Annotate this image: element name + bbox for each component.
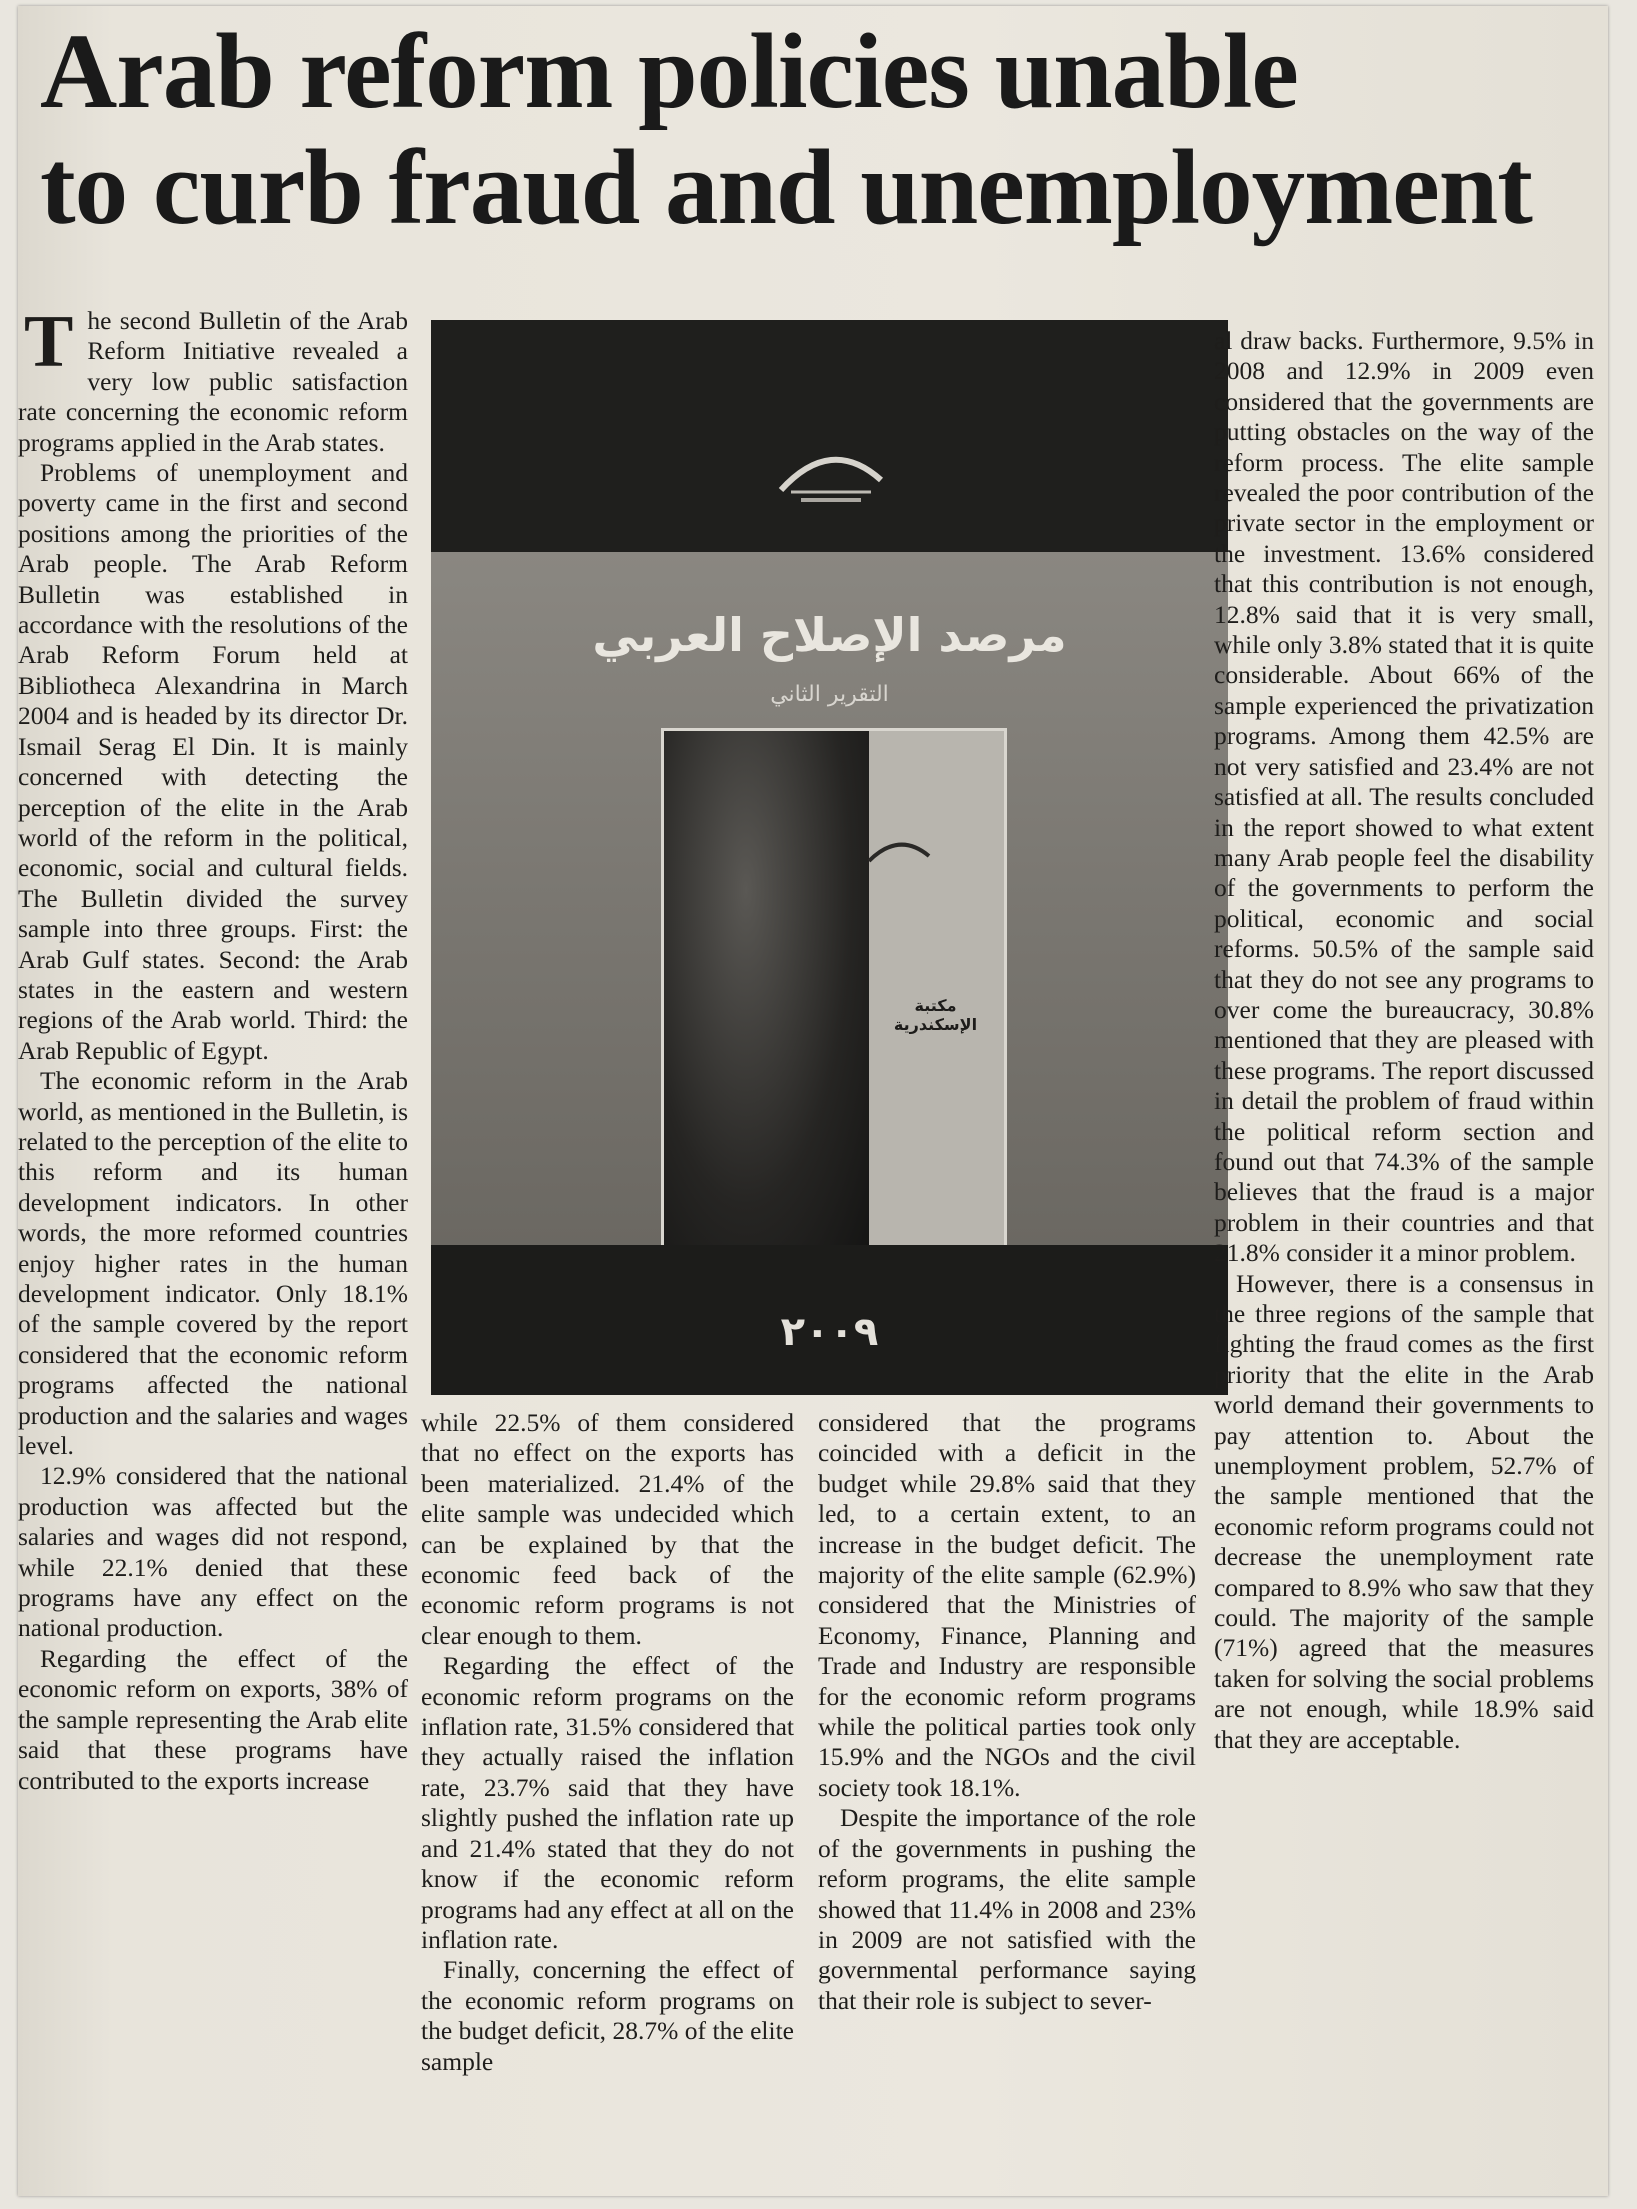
article-column-1 bbox=[18, 301, 408, 1796]
cover-inset-image bbox=[661, 728, 1007, 1264]
paragraph: while 22.5% of them considered that no effect on the exports has been materialized. 21.4% of the elite sample was undecided which can be explained by that the economic feed back of the economic reform programs is not clear enough to them. bbox=[421, 1408, 794, 1650]
paragraph: The second Bulletin of the Arab Reform Initiative revealed a very low public satisfaction rate concerning the economic reform programs applied in the Arab states. bbox=[18, 301, 408, 457]
paragraph: Despite the importance of the role of the governments in pushing the reform programs, the elite sample showed that 11.4% in 2008 and 23% in 2009 are not satisfied with the governmental performance saying that their role is subject to sever- bbox=[818, 1803, 1196, 2015]
paragraph: 12.9% considered that the national production was affected but the salaries and wages did not respond, while 22.1% denied that these programs have any effect on the national production. bbox=[18, 1461, 408, 1643]
paragraph: Regarding the effect of the economic reform on exports, 38% of the sample representing the Arab elite said that these programs have contributed to the exports increase bbox=[18, 1643, 408, 1795]
article-column-2 bbox=[421, 1408, 794, 2077]
cover-year: ٢٠٠٩ bbox=[780, 1309, 879, 1355]
inset-logo-icon bbox=[864, 831, 934, 871]
article-column-3 bbox=[818, 1408, 1196, 2016]
paragraph: The economic reform in the Arab world, as mentioned in the Bulletin, is related to the perception of the elite to this reform and its human development indicators. In other words, the more reformed countries enjoy higher rates in the human development indicator. Only 18.1% of the sample covered by the report considered that the economic reform programs affected the national production and the salaries and wages level. bbox=[18, 1066, 408, 1461]
paragraph: Problems of unemployment and poverty came in the first and second positions among the priorities of the Arab people. The Arab Reform Bulletin was established in accordance with the resolutions of the Arab Reform Forum held at Bibliotheca Alexandrina in March 2004 and is headed by its director Dr. Ismail Serag El Din. It is mainly concerned with detecting the perception of the elite in the Arab world of the reform in the political, economic, social and cultural fields. The Bulletin divided the survey sample into three groups. First: the Arab Gulf states. Second: the Arab states in the eastern and western regions of the Arab world. Third: the Arab Republic of Egypt. bbox=[18, 458, 408, 1065]
paragraph: considered that the programs coincided with a deficit in the budget while 29.8% said that they led, to a certain extent, to an increase in the budget deficit. The majority of the elite sample (62.9%) considered that the Ministries of Economy, Finance, Planning and Trade and Industry are responsible for the economic reform programs while the political parties took only 15.9% and the NGOs and the civil society took 18.1%. bbox=[818, 1408, 1196, 1802]
headline-line-1: Arab reform policies unable bbox=[40, 13, 1298, 131]
cover-title: مرصد الإصلاح العربي bbox=[592, 608, 1067, 662]
report-cover-photo bbox=[431, 320, 1228, 1395]
library-logo-icon bbox=[771, 440, 891, 510]
paragraph: However, there is a consensus in the three regions of the sample that fighting the fraud comes as the first priority that the elite in the Arab world demand their governments to pay attention to. About the unemployment problem, 52.7% of the sample mentioned that the economic reform programs could not decrease the unemployment rate compared to 8.9% who saw that they could. The majority of the sample (71%) agreed that the measures taken for solving the social problems are not enough, while 18.9% said that they are acceptable. bbox=[1214, 1268, 1594, 1754]
cover-subtitle: التقرير الثاني bbox=[770, 682, 889, 707]
headline-line-2: to curb fraud and unemployment bbox=[40, 129, 1532, 247]
inset-dark-artwork bbox=[664, 731, 869, 1261]
paragraph: al draw backs. Furthermore, 9.5% in 2008 and 12.9% in 2009 even considered that the governments are putting obstacles on the way of the reform process. The elite sample revealed the poor contribution of the private sector in the employment or the investment. 13.6% considered that this contribution is not enough, 12.8% said that it is very small, while only 3.8% stated that it is quite considerable. About 66% of the sample experienced the privatization programs. Among them 42.5% are not very satisfied and 23.4% are not satisfied at all. The results concluded in the report showed to what extent many Arab people feel the disability of the governments to perform the political, economic and social reforms. 50.5% of the sample said that they do not see any programs to over come the bureaucracy, 30.8% mentioned that they are pleased with these programs. The report discussed in detail the problem of fraud within the political reform section and found out that 74.3% of the sample believes that the fraud is a major problem in their countries and that 21.8% consider it a minor problem. bbox=[1214, 326, 1594, 1268]
paragraph: Regarding the effect of the economic reform programs on the inflation rate, 31.5% considered that they actually raised the inflation rate, 23.7% said that they have slightly pushed the inflation rate up and 21.4% stated that they do not know if the economic reform programs had any effect at all on the inflation rate. bbox=[421, 1651, 794, 1954]
headline bbox=[40, 14, 1600, 246]
article-column-4 bbox=[1214, 326, 1594, 1755]
drop-cap: T bbox=[24, 301, 74, 383]
newspaper-clipping bbox=[18, 6, 1608, 2196]
paragraph: Finally, concerning the effect of the economic reform programs on the budget deficit, 28.7% of the elite sample bbox=[421, 1955, 794, 2076]
inset-label: مكتبة الإسكندرية bbox=[893, 996, 978, 1034]
cover-top-band bbox=[431, 320, 1228, 552]
